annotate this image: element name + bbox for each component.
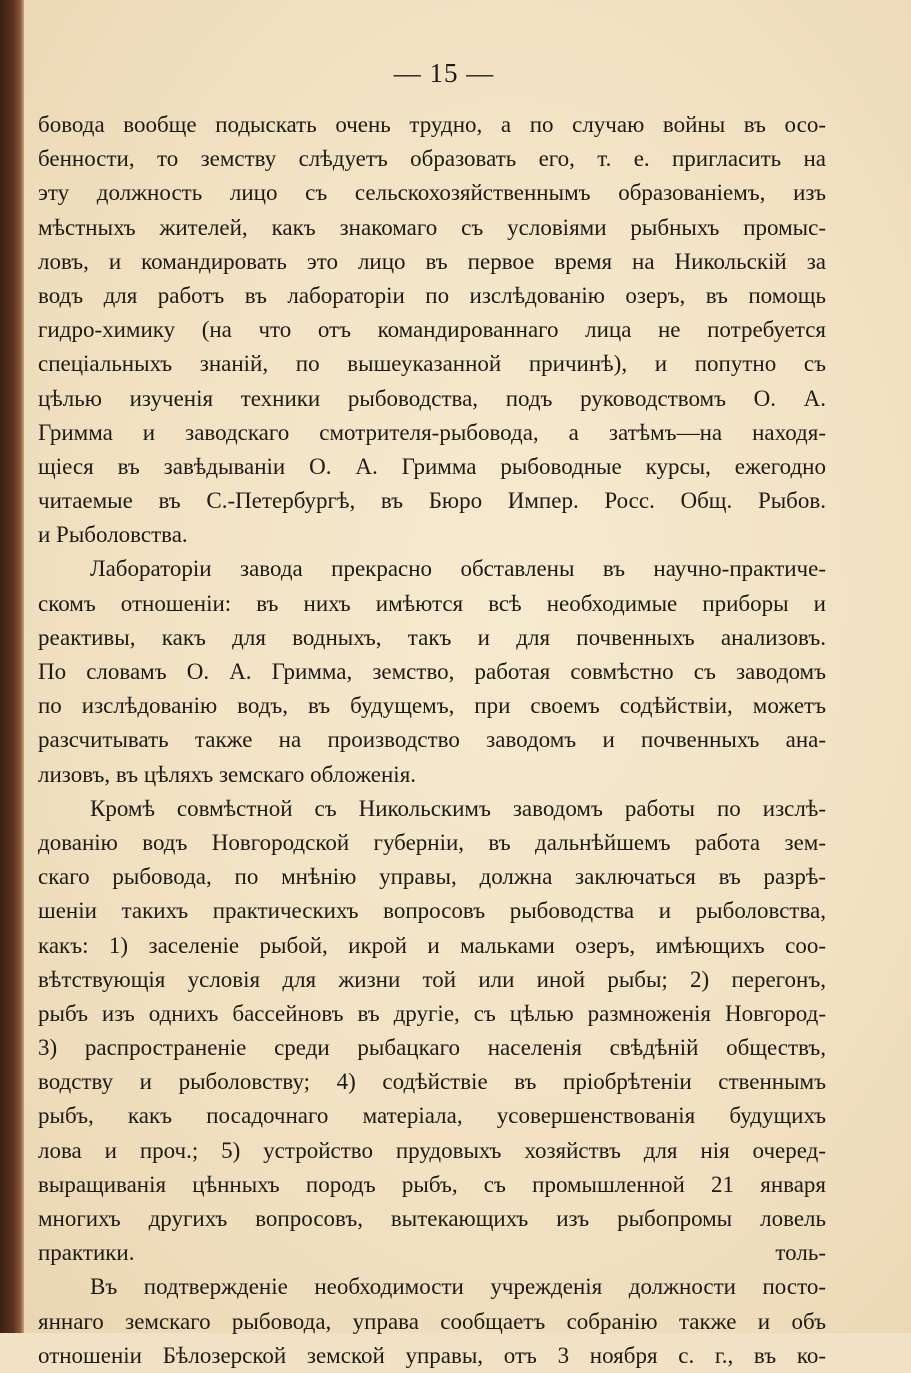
text-line: гидро-химику (на что отъ командированнаго лица не потребуется	[38, 317, 826, 343]
text-line: отношеніи Бѣлозерской земской управы, отъ 3 ноября с. г., въ ко-	[38, 1342, 826, 1368]
text-line: 3) распространеніе среди рыбацкаго населенія свѣдѣній обществъ,	[38, 1035, 826, 1061]
text-line: Гримма и заводскаго смотрителя-рыбовода, а затѣмъ—на находя-	[38, 419, 826, 445]
text-line: и Рыболовства.	[38, 522, 188, 548]
text-line: практики. толь-	[38, 1240, 826, 1266]
text-line: лизовъ, въ цѣляхъ земскаго обложенія.	[38, 761, 417, 787]
text-line: какъ: 1) заселеніе рыбой, икрой и мальками озеръ, имѣющихъ соо-	[38, 932, 826, 958]
book-spine	[0, 0, 24, 1333]
text-line: По словамъ О. А. Гримма, земство, работая совмѣстно съ заводомъ	[38, 659, 826, 684]
text-line: читаемые въ С.-Петербургѣ, въ Бюро Импер. Росс. Общ. Рыбов.	[38, 488, 826, 514]
text-line: многихъ другихъ вопросовъ, вытекающихъ изъ рыбопромы ловель	[38, 1206, 826, 1231]
book-page	[24, 0, 911, 1368]
text-line: разсчитывать также на производство заводомъ и почвенныхъ ана-	[38, 727, 826, 753]
text-line: мѣстныхъ жителей, какъ знакомаго съ условіями рыбныхъ промыс-	[38, 214, 826, 240]
text-line: бовода вообще подыскать очень трудно, а по случаю войны въ осо-	[38, 112, 826, 137]
text-line: ловъ, и командировать это лицо въ первое время на Никольскій за	[38, 248, 826, 274]
text-line: Въ подтвержденіе необходимости учрежденія должности посто-	[90, 1274, 826, 1300]
text-line: щіеся въ завѣдываніи О. А. Гримма рыбоводные курсы, ежегодно	[38, 453, 826, 479]
text-line: цѣлью изученія техники рыбоводства, подъ руководствомъ О. А.	[38, 385, 826, 411]
page-number: — 15 —	[393, 58, 495, 88]
text-line: дованію водъ Новгородской губерніи, въ дальнѣйшемъ работа зем-	[38, 829, 826, 855]
text-line: лова и проч.; 5) устройство прудовыхъ хозяйствъ для нія очеред-	[38, 1137, 826, 1163]
text-line: вѣтствующія условія для жизни той или иной рыбы; 2) перегонъ,	[38, 966, 826, 992]
text-line: яннаго земскаго рыбовода, управа сообщаетъ собранію также и объ	[38, 1308, 826, 1334]
text-line: шеніи такихъ практическихъ вопросовъ рыбоводства и рыболовства,	[38, 898, 826, 924]
text-line: реактивы, какъ для водныхъ, такъ и для почвенныхъ анализовъ.	[38, 624, 826, 650]
text-line: спеціальныхъ знаній, по вышеуказанной причинѣ), и попутно съ	[38, 351, 826, 377]
text-line: Кромѣ совмѣстной съ Никольскимъ заводомъ работы по изслѣ-	[90, 795, 826, 821]
text-line: Лабораторіи завода прекрасно обставлены въ научно-практиче-	[90, 556, 826, 582]
text-line: эту должность лицо съ сельскохозяйственнымъ образованіемъ, изъ	[38, 180, 826, 206]
text-line: водству и рыболовству; 4) содѣйствіе въ пріобрѣтеніи ственнымъ	[38, 1069, 826, 1095]
text-line: водъ для работъ въ лабораторіи по изслѣдованію озеръ, въ помощь	[38, 282, 826, 308]
text-line: скаго рыбовода, по мнѣнію управы, должна заключаться въ разрѣ-	[38, 864, 826, 890]
text-line: по изслѣдованію водъ, въ будущемъ, при своемъ содѣйствіи, можетъ	[38, 693, 826, 719]
text-line: выращиванія цѣнныхъ породъ рыбъ, съ промышленной 21 января	[38, 1171, 826, 1197]
text-line: бенности, то земству слѣдуетъ образовать его, т. е. пригласить на	[38, 146, 826, 172]
text-line: рыбъ изъ однихъ бассейновъ въ другіе, съ цѣлью размноженія Новгород-	[38, 1000, 826, 1026]
body-text	[38, 108, 826, 1373]
text-line: рыбъ, какъ посадочнаго матеріала, усовершенствованія будущихъ	[38, 1103, 826, 1129]
text-line: скомъ отношеніи: въ нихъ имѣются всѣ необходимые приборы и	[38, 590, 826, 616]
